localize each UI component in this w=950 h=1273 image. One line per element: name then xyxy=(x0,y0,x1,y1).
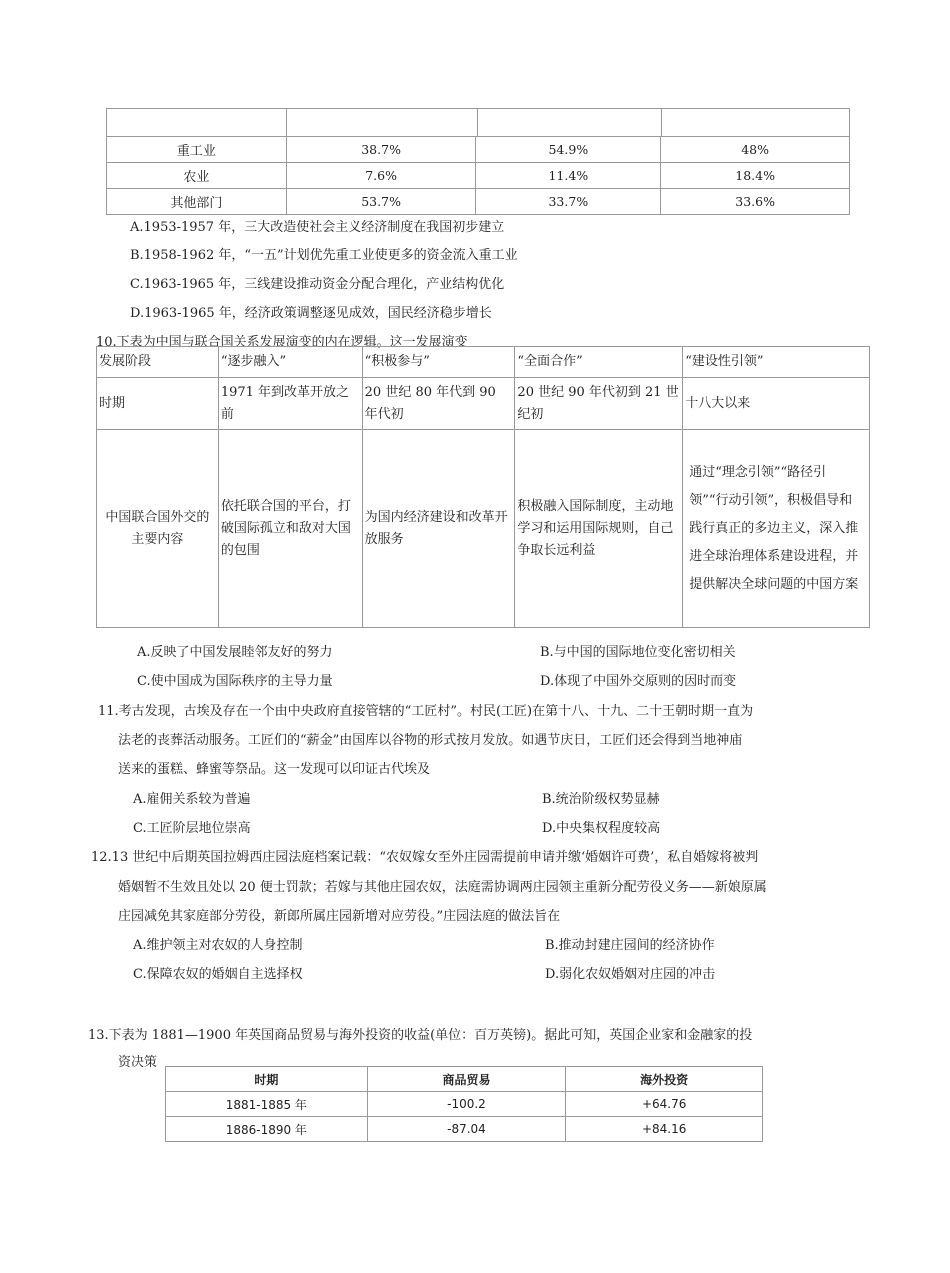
q10-option-c[interactable]: C.使中国成为国际秩序的主导力量 xyxy=(137,674,333,689)
cell: +84.16 xyxy=(566,1117,763,1142)
table-row xyxy=(166,1117,763,1142)
q9-option-b[interactable]: B.1958-1962 年，“一五”计划优先重工业使更多的资金流入重工业 xyxy=(130,248,518,263)
cell: 为国内经济建设和改革开放服务 xyxy=(362,430,515,628)
header-cell: 商品贸易 xyxy=(367,1067,566,1092)
cell: 1971 年到改革开放之前 xyxy=(218,378,362,430)
header-cell: “逐步融入” xyxy=(218,347,362,378)
q9-option-d[interactable]: D.1963-1965 年，经济政策调整逐见成效，国民经济稳步增长 xyxy=(130,306,492,321)
q11-option-b[interactable]: B.统治阶级权势显赫 xyxy=(542,792,660,807)
q12-line-2: 婚姻暂不生效且处以 20 便士罚款；若嫁与其他庄园农奴，法庭需协调两庄园领主重新分配劳役义务——新娘原属 xyxy=(118,880,767,895)
cell: 20 世纪 90 年代初到 21 世纪初 xyxy=(515,378,683,430)
header-cell: “全面合作” xyxy=(515,347,683,378)
q12-line-1: 12.13 世纪中后期英国拉姆西庄园法庭档案记载：“农奴嫁女至外庄园需提前申请并缴‘婚姻许可费’，私自婚嫁将被判 xyxy=(91,850,759,865)
cell: 积极融入国际制度，主动地学习和运用国际规则，自己争取长远利益 xyxy=(515,430,683,628)
q13-line-1: 13.下表为 1881—1900 年英国商品贸易与海外投资的收益(单位：百万英镑)。据此可知，英国企业家和金融家的投 xyxy=(88,1028,753,1043)
q10-option-b[interactable]: B.与中国的国际地位变化密切相关 xyxy=(540,645,736,660)
header-cell: 时期 xyxy=(166,1067,368,1092)
cell: 7.6% xyxy=(286,163,476,189)
row-label: 中国联合国外交的主要内容 xyxy=(97,430,219,628)
q11-line-2: 法老的丧葬活动服务。工匠们的“薪金”由国库以谷物的形式按月发放。如遇节庆日，工匠们还会得到当地神庙 xyxy=(118,733,743,748)
cell: 11.4% xyxy=(476,163,661,189)
q11-option-c[interactable]: C.工匠阶层地位崇高 xyxy=(133,821,251,836)
q10-option-d[interactable]: D.体现了中国外交原则的因时而变 xyxy=(540,674,737,689)
q9-option-a[interactable]: A.1953-1957 年，三大改造使社会主义经济制度在我国初步建立 xyxy=(130,220,505,235)
header-cell: “建设性引领” xyxy=(683,347,870,378)
q10-table xyxy=(96,346,870,628)
q11-line-3: 送来的蛋糕、蜂蜜等祭品。这一发现可以印证古代埃及 xyxy=(118,762,431,777)
table-row xyxy=(107,163,850,189)
cell: 通过“理念引领”“路径引领”“行动引领”，积极倡导和践行真正的多边主义，深入推进全球治理体系建设进程，并提供解决全球问题的中国方案 xyxy=(683,430,870,628)
cell: 20 世纪 80 年代到 90 年代初 xyxy=(362,378,515,430)
table-row xyxy=(107,137,850,163)
header-cell: 海外投资 xyxy=(566,1067,763,1092)
cell: 1886-1890 年 xyxy=(166,1117,368,1142)
q9-option-c[interactable]: C.1963-1965 年，三线建设推动资金分配合理化，产业结构优化 xyxy=(130,277,505,292)
q13-table xyxy=(165,1066,763,1142)
table-row xyxy=(107,189,850,215)
table-row xyxy=(97,378,870,430)
header-cell: “积极参与” xyxy=(362,347,515,378)
q12-line-3: 庄园减免其家庭部分劳役，新郎所属庄园新增对应劳役。”庄园法庭的做法旨在 xyxy=(118,909,561,924)
cell: 农业 xyxy=(107,163,287,189)
q11-option-a[interactable]: A.雇佣关系较为普遍 xyxy=(133,792,251,807)
row-label: 时期 xyxy=(97,378,219,430)
cell: 33.6% xyxy=(661,189,850,215)
table-header-row xyxy=(166,1067,763,1092)
header-cell: 发展阶段 xyxy=(97,347,219,378)
q10-stem: 10.下表为中国与联合国关系发展演变的内在逻辑。这一发展演变 xyxy=(96,335,468,350)
cell: 十八大以来 xyxy=(683,378,870,430)
cell: +64.76 xyxy=(566,1092,763,1117)
table-row xyxy=(97,430,870,628)
cell: 1881-1885 年 xyxy=(166,1092,368,1117)
cell: 重工业 xyxy=(107,137,287,163)
table-row xyxy=(97,347,870,378)
cell: 33.7% xyxy=(476,189,661,215)
q12-option-c[interactable]: C.保障农奴的婚姻自主选择权 xyxy=(133,967,303,982)
q11-line-1: 11.考古发现，古埃及存在一个由中央政府直接管辖的“工匠村”。村民(工匠)在第十八、十九、二十王朝时期一直为 xyxy=(98,704,754,719)
cell: 48% xyxy=(661,137,850,163)
q11-option-d[interactable]: D.中央集权程度较高 xyxy=(542,821,661,836)
cell: 依托联合国的平台，打破国际孤立和敌对大国的包围 xyxy=(218,430,362,628)
cell: 18.4% xyxy=(661,163,850,189)
cell: 38.7% xyxy=(286,137,476,163)
q10-option-a[interactable]: A.反映了中国发展睦邻友好的努力 xyxy=(137,645,333,660)
cell: 其他部门 xyxy=(107,189,287,215)
q12-option-b[interactable]: B.推动封建庄园间的经济协作 xyxy=(545,938,715,953)
cell: 54.9% xyxy=(476,137,661,163)
cell: 53.7% xyxy=(286,189,476,215)
cell: -100.2 xyxy=(367,1092,566,1117)
q12-option-a[interactable]: A.维护领主对农奴的人身控制 xyxy=(133,938,303,953)
table-row xyxy=(166,1092,763,1117)
q13-line-2: 资决策 xyxy=(118,1055,158,1070)
q12-option-d[interactable]: D.弱化农奴婚姻对庄园的冲击 xyxy=(545,967,716,982)
cell: -87.04 xyxy=(367,1117,566,1142)
